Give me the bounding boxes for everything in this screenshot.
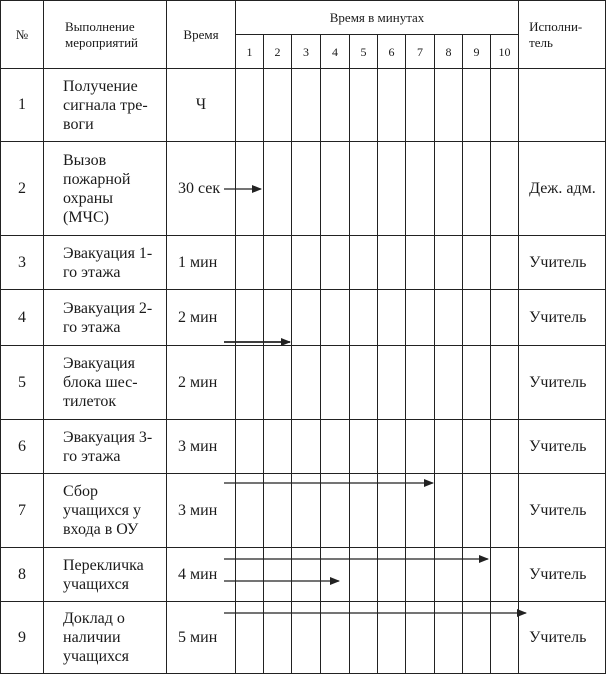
- row-num: 6: [1, 420, 44, 474]
- header-action: Выполнение мероприятий: [44, 1, 167, 69]
- row-executor: [519, 69, 606, 142]
- row-action: Сбор учащихся у входа в ОУ: [44, 474, 167, 548]
- row-num: 8: [1, 548, 44, 602]
- row-executor: Деж. адм.: [519, 142, 606, 236]
- minute-6: 6: [378, 35, 406, 69]
- header-executor: Исполни-тель: [519, 1, 606, 69]
- table-row: [1, 142, 606, 236]
- minute-4: 4: [321, 35, 350, 69]
- row-num: 9: [1, 602, 44, 674]
- row-action: Доклад о наличии учащихся: [44, 602, 167, 674]
- header-num: №: [1, 1, 44, 69]
- minute-7: 7: [406, 35, 435, 69]
- row-executor: Учитель: [519, 420, 606, 474]
- row-time: Ч: [167, 69, 236, 142]
- row-executor: Учитель: [519, 236, 606, 290]
- row-executor: Учитель: [519, 346, 606, 420]
- row-executor: Учитель: [519, 548, 606, 602]
- row-action: Эвакуация блока шес-тилеток: [44, 346, 167, 420]
- row-action: Вызов пожарной охраны (МЧС): [44, 142, 167, 236]
- row-action: Эвакуация 1-го этажа: [44, 236, 167, 290]
- table-row: [1, 548, 606, 602]
- table-row: [1, 346, 606, 420]
- header-timeline: Время в минутах: [236, 1, 519, 35]
- row-time: 2 мин: [167, 290, 236, 346]
- row-num: 3: [1, 236, 44, 290]
- row-num: 5: [1, 346, 44, 420]
- row-action: Эвакуация 2-го этажа: [44, 290, 167, 346]
- header-time: Время: [167, 1, 236, 69]
- row-num: 4: [1, 290, 44, 346]
- row-action: Получение сигнала тре-вoги: [44, 69, 167, 142]
- minute-1: 1: [236, 35, 264, 69]
- table-row: [1, 290, 606, 346]
- table-row: [1, 69, 606, 142]
- row-time: 30 сек: [167, 142, 236, 236]
- row-executor: Учитель: [519, 474, 606, 548]
- row-num: 1: [1, 69, 44, 142]
- table-row: [1, 236, 606, 290]
- row-time: 2 мин: [167, 346, 236, 420]
- minute-10: 10: [491, 35, 519, 69]
- row-time: 5 мин: [167, 602, 236, 674]
- row-action: Перекличка учащихся: [44, 548, 167, 602]
- minute-9: 9: [463, 35, 491, 69]
- row-time: 3 мин: [167, 420, 236, 474]
- row-num: 2: [1, 142, 44, 236]
- row-executor: Учитель: [519, 602, 606, 674]
- minute-3: 3: [292, 35, 321, 69]
- minute-2: 2: [264, 35, 292, 69]
- row-time: 3 мин: [167, 474, 236, 548]
- table-row: [1, 474, 606, 548]
- row-time: 1 мин: [167, 236, 236, 290]
- row-time: 4 мин: [167, 548, 236, 602]
- row-executor: Учитель: [519, 290, 606, 346]
- table-row: [1, 602, 606, 674]
- minute-5: 5: [350, 35, 378, 69]
- table-row: [1, 420, 606, 474]
- row-action: Эвакуация 3-го этажа: [44, 420, 167, 474]
- row-num: 7: [1, 474, 44, 548]
- minute-8: 8: [435, 35, 463, 69]
